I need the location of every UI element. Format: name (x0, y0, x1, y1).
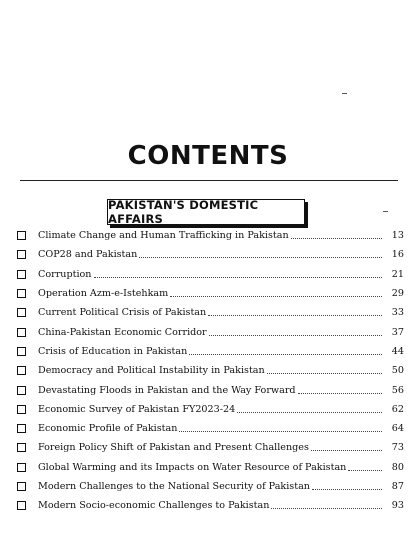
checkbox-icon (17, 328, 26, 337)
dot-leader (271, 508, 382, 509)
dot-leader (139, 257, 382, 258)
checkbox-icon (17, 250, 26, 259)
toc-entry-title: Devastating Floods in Pakistan and the Way Forward (38, 384, 296, 396)
toc-entry-page-number: 50 (391, 365, 404, 377)
checkbox-icon (17, 463, 26, 472)
toc-entry-title: Modern Challenges to the National Security of Pakistan (38, 481, 310, 492)
toc-entry-title: Corruption (38, 268, 92, 280)
toc-entry-title: Democracy and Political Instability in Pakistan (38, 365, 265, 377)
toc-entry-page-number: 16 (391, 249, 404, 261)
toc-entry[interactable] (16, 477, 404, 496)
checkbox-icon (17, 443, 26, 452)
toc-entry-page-number: 44 (391, 345, 404, 357)
toc-entry-title: Modern Socio-economic Challenges to Pakistan (38, 500, 270, 512)
toc-entry[interactable] (16, 342, 404, 361)
section-heading (107, 199, 305, 225)
checkbox-icon (17, 308, 26, 317)
dot-leader (189, 354, 382, 355)
toc-entry-page-number: 73 (391, 442, 404, 454)
toc-entry-page-number: 62 (391, 403, 404, 415)
toc-entry[interactable] (16, 458, 404, 477)
toc-entry[interactable] (16, 400, 404, 419)
checkbox-icon (17, 270, 26, 279)
scan-mark (342, 93, 347, 94)
section-heading-label: PAKISTAN'S DOMESTIC AFFAIRS (108, 198, 259, 226)
dot-leader (209, 335, 382, 336)
dot-leader (298, 393, 382, 394)
dot-leader (208, 315, 382, 316)
toc-entry-page-number: 33 (391, 307, 404, 319)
toc-entry-title: Economic Survey of Pakistan FY2023-24 (38, 403, 236, 415)
checkbox-icon (17, 231, 26, 240)
toc-entry[interactable] (16, 419, 404, 438)
page-title: CONTENTS (127, 141, 289, 171)
toc-entry-title: Economic Profile of Pakistan (38, 423, 178, 435)
toc-entry-title: China-Pakistan Economic Corridor (38, 326, 207, 338)
toc-entry-page-number: 13 (391, 230, 404, 242)
dot-leader (170, 296, 382, 297)
toc-entry-title: Global Warming and its Impacts on Water Resource of Pakistan (38, 461, 347, 473)
toc-entry-page-number: 64 (391, 423, 404, 435)
scan-mark (383, 211, 388, 212)
toc-entry[interactable] (16, 322, 404, 341)
checkbox-icon (17, 501, 26, 510)
toc-entry-page-number: 29 (391, 288, 404, 300)
toc-entry-page-number: 56 (391, 384, 404, 396)
toc-entry[interactable] (16, 303, 404, 322)
toc-entry[interactable] (16, 284, 404, 303)
toc-entry-title: Foreign Policy Shift of Pakistan and Present Challenges (38, 442, 309, 454)
checkbox-icon (17, 386, 26, 395)
table-of-contents (16, 226, 404, 515)
toc-entry[interactable] (16, 361, 404, 380)
dot-leader (179, 431, 382, 432)
toc-entry-page-number: 93 (391, 500, 404, 512)
dot-leader (291, 238, 382, 239)
toc-entry[interactable] (16, 380, 404, 399)
toc-entry[interactable] (16, 265, 404, 284)
checkbox-icon (17, 366, 26, 375)
title-divider (20, 180, 398, 181)
checkbox-icon (17, 424, 26, 433)
checkbox-icon (17, 405, 26, 414)
dot-leader (311, 450, 382, 451)
dot-leader (237, 412, 382, 413)
toc-entry-page-number: 80 (391, 461, 404, 473)
dot-leader (267, 373, 382, 374)
toc-entry-title: Climate Change and Human Trafficking in Pakistan (38, 230, 289, 242)
toc-entry-page-number: 21 (391, 268, 404, 280)
dot-leader (312, 489, 382, 490)
toc-entry[interactable] (16, 226, 404, 245)
toc-entry-title: Crisis of Education in Pakistan (38, 345, 188, 357)
dot-leader (94, 277, 383, 278)
checkbox-icon (17, 347, 26, 356)
toc-entry-page-number: 87 (391, 481, 404, 492)
toc-entry[interactable] (16, 438, 404, 457)
toc-entry-title: Operation Azm-e-Istehkam (38, 288, 169, 300)
checkbox-icon (17, 289, 26, 298)
dot-leader (348, 470, 382, 471)
toc-entry[interactable] (16, 496, 404, 515)
toc-entry-title: COP28 and Pakistan (38, 249, 138, 261)
checkbox-icon (17, 482, 26, 491)
toc-entry-title: Current Political Crisis of Pakistan (38, 307, 207, 319)
toc-entry[interactable] (16, 245, 404, 264)
toc-entry-page-number: 37 (391, 326, 404, 338)
